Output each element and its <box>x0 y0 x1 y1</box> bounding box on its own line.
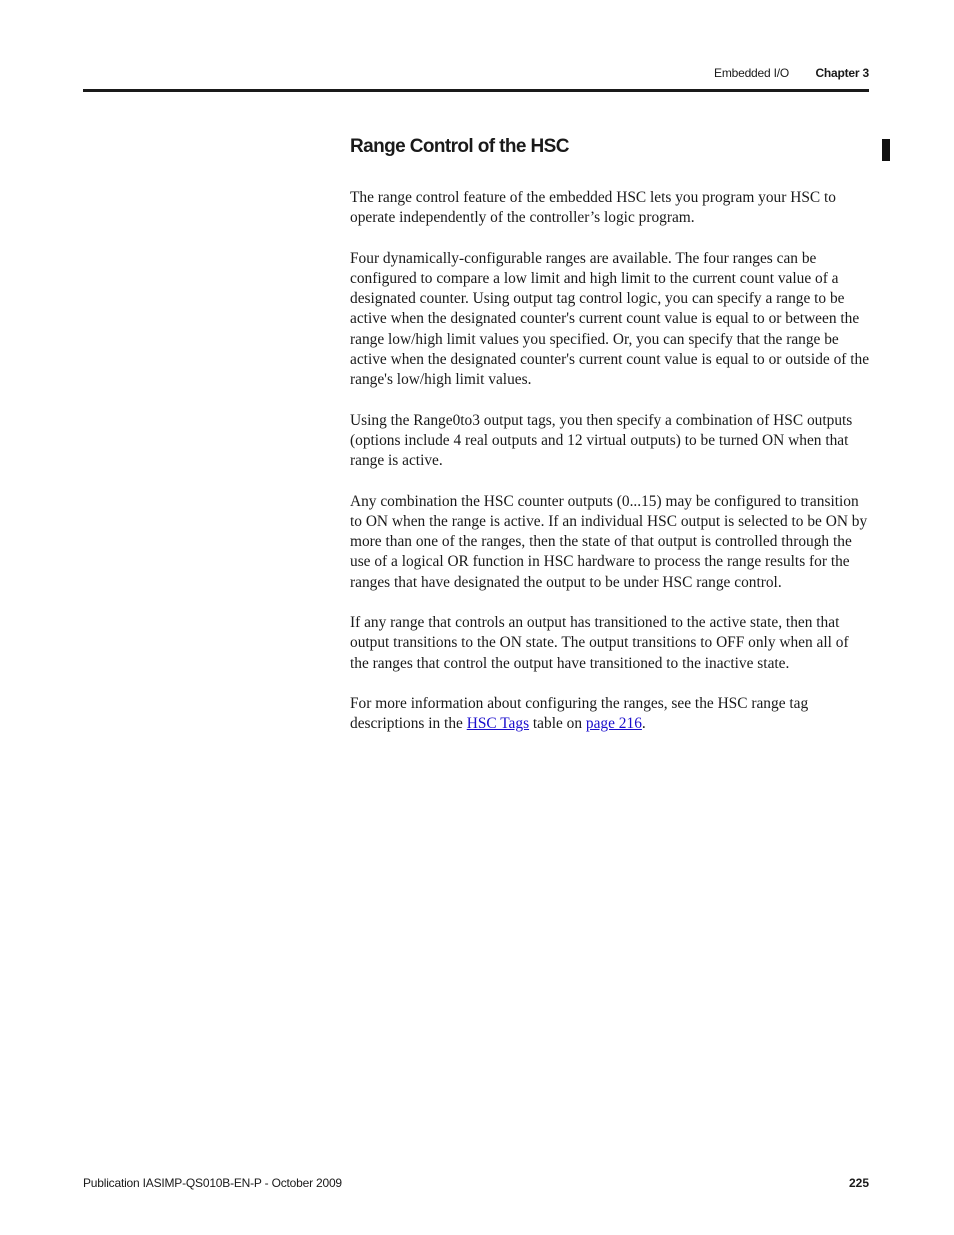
paragraph-2: Four dynamically-configurable ranges are available. The four ranges can be configured to compare a low limit and high limit to the current count value of a designated counter. Using output tag control logic, you can specify a range to be active when the designated counter's current count value is equal to or between the range low/high limit values you specified. Or, you can specify that the range be active when the designated counter's current count value is equal to or outside of the range's low/high limit values. <box>350 249 870 389</box>
paragraph-6-text-a: For more information about configuring the ranges, see the HSC range tag descriptions in the <box>350 694 809 733</box>
main-content <box>350 133 870 735</box>
paragraph-6-text-c: . <box>641 715 646 733</box>
paragraph-3: Using the Range0to3 output tags, you then specify a combination of HSC outputs (options include 4 real outputs and 12 virtual outputs) to be turned ON when that range is active. <box>350 411 853 470</box>
page-header <box>83 60 869 90</box>
revision-change-bar <box>882 139 890 161</box>
hsc-tags-link[interactable]: HSC Tags <box>466 715 530 733</box>
paragraph-6-text-b: table on <box>529 715 586 733</box>
header-chapter-label: Chapter 3 <box>815 66 869 80</box>
header-section-name: Embedded I/O <box>714 66 789 80</box>
footer-page-number: 225 <box>848 1176 869 1190</box>
header-rule <box>83 89 869 92</box>
paragraph-5: If any range that controls an output has transitioned to the active state, then that output transitions to the ON state. The output transitions to OFF only when all of the ranges that control the output have transitioned to the inactive state. <box>350 614 849 672</box>
paragraph-6 <box>350 694 870 735</box>
paragraph-1: The range control feature of the embedded HSC lets you program your HSC to operate independently of the controller’s logic program. <box>350 189 836 227</box>
footer-publication: Publication IASIMP-QS010B-EN-P - October 2009 <box>83 1176 342 1190</box>
section-title: Range Control of the HSC <box>350 136 569 157</box>
paragraph-4: Any combination the HSC counter outputs (0...15) may be configured to transition to ON when the range is active. If an individual HSC output is selected to be ON by more than one of the ranges, then the state of that output is controlled through the use of a logical OR function in HSC hardware to process the range results for the ranges that have designated the output to be under HSC range control. <box>350 492 868 591</box>
page-216-link[interactable]: page 216 <box>585 715 642 733</box>
